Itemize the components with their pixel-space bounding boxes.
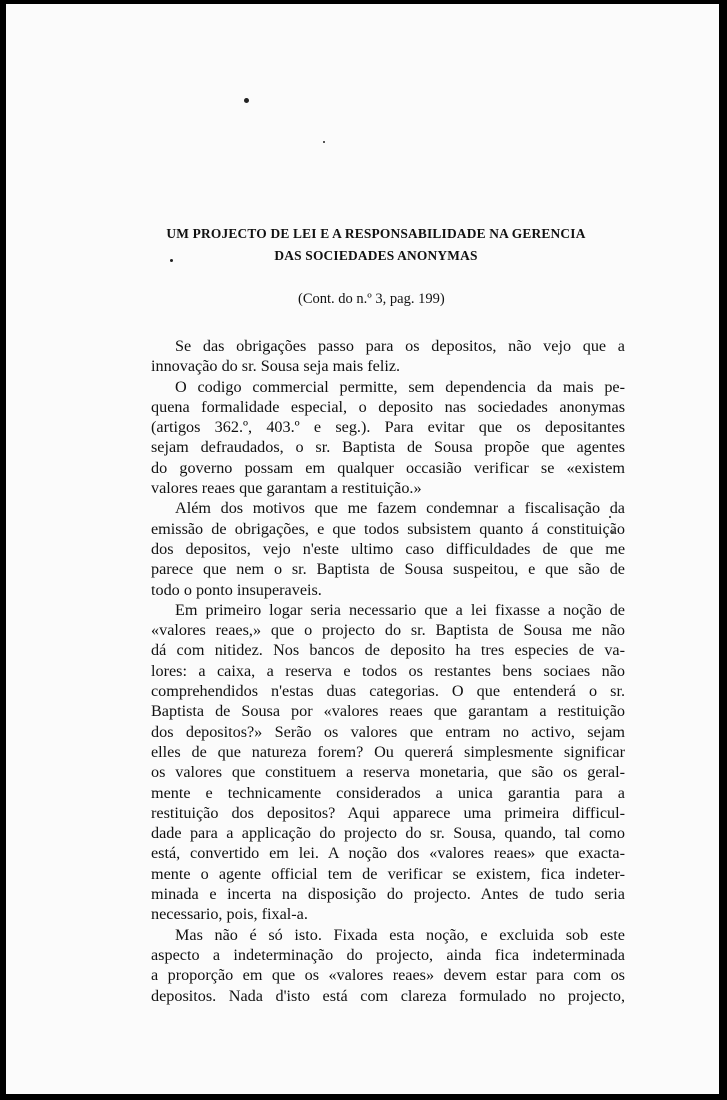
text-line: «valores reaes,» que o projecto do sr. Baptista de Sousa me não bbox=[151, 621, 625, 640]
text-line: comprehendidos n'estas duas categorias. O que entenderá o sr. bbox=[151, 682, 625, 701]
text-line: (artigos 362.º, 403.º e seg.). Para evitar que os depositantes bbox=[151, 418, 625, 437]
text-line: dá com nitidez. Nos bancos de deposito ha tres especies de va- bbox=[151, 641, 625, 660]
text-line: mente o agente official tem de verificar se existem, fica indeter- bbox=[151, 864, 625, 883]
text-line: quena formalidade especial, o deposito nas sociedades anonymas bbox=[151, 397, 625, 416]
text-line: aspecto a indeterminação do projecto, ainda fica indeterminada bbox=[151, 945, 625, 964]
text-line: emissão de obrigações, e que todos subsistem quanto á constituição bbox=[151, 519, 625, 538]
ink-speck bbox=[244, 98, 249, 103]
body-text bbox=[151, 336, 625, 1006]
text-line: Além dos motivos que me fazem condemnar a fiscalisação da bbox=[175, 499, 625, 518]
text-line: mente e technicamente considerados a unica garantia para a bbox=[151, 783, 625, 802]
text-line: dade para a applicação do projecto do sr. Sousa, quando, tal como bbox=[151, 824, 625, 843]
text-line: necessario, pois, fixal-a. bbox=[151, 905, 308, 924]
text-line: todo o ponto insuperaveis. bbox=[151, 580, 322, 599]
text-line: do governo possam em qualquer occasião verificar se «existem bbox=[151, 458, 625, 477]
text-line: Se das obrigações passo para os depositos, não vejo que a bbox=[175, 337, 625, 355]
text-line: depositos. Nada d'isto está com clareza formulado no projecto, bbox=[151, 986, 625, 1005]
text-line: parece que nem o sr. Baptista de Sousa suspeitou, e que são de bbox=[151, 560, 625, 579]
text-line: restituição dos depositos? Aqui apparece uma primeira difficul- bbox=[151, 803, 625, 822]
text-line: dos depositos?» Serão os valores que entram no activo, sejam bbox=[151, 722, 625, 741]
text-line: dos depositos, vejo n'este ultimo caso difficuldades de que me bbox=[151, 539, 625, 558]
ink-speck bbox=[323, 141, 325, 143]
text-line: está, convertido em lei. A noção dos «valores reaes» que exacta- bbox=[151, 844, 625, 863]
text-line: elles de que natureza forem? Ou quererá simplesmente significar bbox=[151, 742, 625, 761]
text-line: Mas não é só isto. Fixada esta noção, e excluida sob este bbox=[175, 925, 625, 944]
text-line: lores: a caixa, a reserva e todos os restantes bens sociaes não bbox=[151, 661, 625, 680]
continuation-note: (Cont. do n.º 3, pag. 199) bbox=[298, 291, 445, 307]
document-page bbox=[6, 4, 719, 1094]
text-line: Em primeiro logar seria necessario que a lei fixasse a noção de bbox=[175, 600, 625, 619]
text-line: innovação do sr. Sousa seja mais feliz. bbox=[151, 357, 401, 376]
text-line: sejam defraudados, o sr. Baptista de Sousa propõe que agentes bbox=[151, 438, 625, 457]
text-line: os valores que constituem a reserva monetaria, que são os geral- bbox=[151, 763, 625, 782]
article-title-line-2: DAS SOCIEDADES ANONYMAS bbox=[274, 248, 478, 263]
text-line: a proporção em que os «valores reaes» devem estar para com os bbox=[151, 966, 625, 985]
text-line: O codigo commercial permitte, sem dependencia da mais pe- bbox=[175, 377, 625, 396]
article-title-line-1: UM PROJECTO DE LEI E A RESPONSABILIDADE NA GERENCIA bbox=[166, 226, 586, 241]
text-line: valores reaes que garantam a restituição.» bbox=[151, 479, 422, 498]
text-line: Baptista de Sousa por «valores reaes que garantam a restituição bbox=[151, 702, 625, 721]
text-line: minada e incerta na disposição do projecto. Antes de tudo seria bbox=[151, 885, 625, 904]
